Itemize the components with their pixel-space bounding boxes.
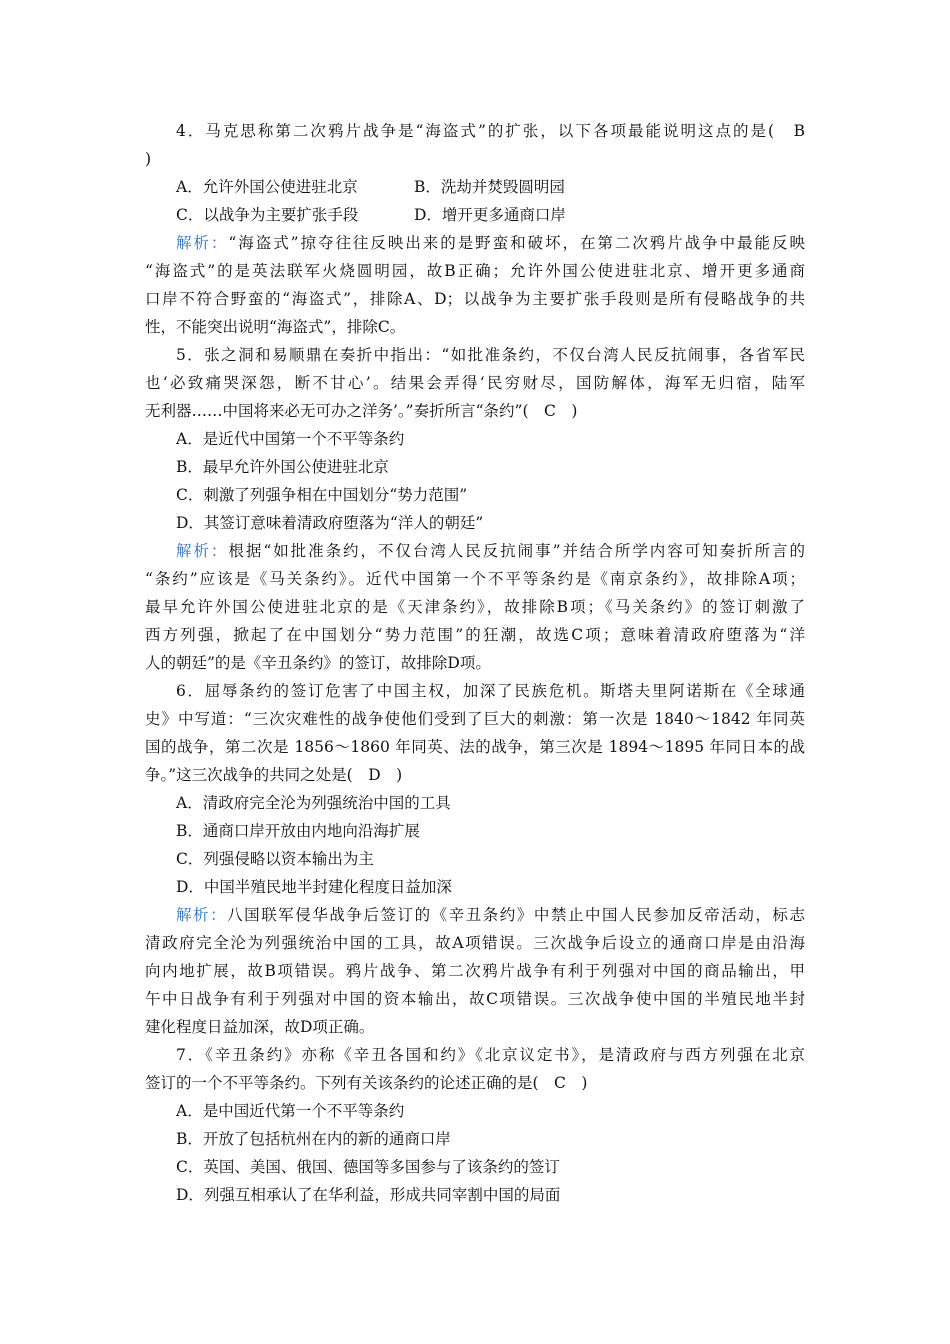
option-a: A．允许外国公使进驻北京 bbox=[176, 178, 358, 196]
analysis-line bbox=[145, 229, 805, 257]
option-b: B．通商口岸开放由内地向沿海扩展 bbox=[176, 822, 420, 840]
option-c: C．刺激了列强争相在中国划分“势力范围” bbox=[176, 486, 468, 504]
question-stem-line: 6．屈辱条约的签订危害了中国主权，加深了民族危机。斯塔夫里阿诺斯在《全球通 bbox=[176, 682, 805, 700]
analysis-line: 人的朝廷”的是《辛丑条约》的签订，故排除D项。 bbox=[145, 654, 491, 672]
option-a: A．是近代中国第一个不平等条约 bbox=[176, 430, 405, 448]
analysis-text: “海盗式”掠夺往往反映出来的是野蛮和破坏，在第二次鸦片战争中最能反映 bbox=[228, 234, 805, 252]
option-d: D．列强互相承认了在华利益，形成共同宰割中国的局面 bbox=[176, 1186, 561, 1204]
analysis-line: 向内地扩展，故B项错误。鸦片战争、第二次鸦片战争有利于列强对中国的商品输出，甲 bbox=[145, 962, 805, 980]
question-stem-line: 5．张之洞和易顺鼎在奏折中指出：“如批准条约，不仅台湾人民反抗闹事，各省军民 bbox=[176, 346, 805, 364]
analysis-line: 午中日战争有利于列强对中国的资本输出，故C项错误。三次战争使中国的半殖民地半封 bbox=[145, 990, 805, 1008]
analysis-line: “海盗式”的是英法联军火烧圆明园，故B正确；允许外国公使进驻北京、增开更多通商 bbox=[145, 262, 805, 280]
question-stem-line: 争。”这三次战争的共同之处是( D ) bbox=[145, 766, 403, 784]
question-stem-line: 无利器……中国将来必无可办之洋务’。”奏折所言“条约”( C ) bbox=[145, 402, 578, 420]
analysis-line: “条约”应该是《马关条约》。近代中国第一个不平等条约是《南京条约》，故排除A项； bbox=[145, 570, 805, 588]
question-stem-line: 7．《辛丑条约》亦称《辛丑各国和约》《北京议定书》，是清政府与西方列强在北京 bbox=[176, 1046, 805, 1064]
analysis-label: 解析： bbox=[176, 906, 228, 924]
question-stem-line: 签订的一个不平等条约。下列有关该条约的论述正确的是( C ) bbox=[145, 1074, 588, 1092]
analysis-line: 西方列强，掀起了在中国划分“势力范围”的狂潮，故选C项；意味着清政府堕落为“洋 bbox=[145, 626, 805, 644]
option-b: B．开放了包括杭州在内的新的通商口岸 bbox=[176, 1130, 451, 1148]
question-5 bbox=[145, 341, 805, 677]
analysis-line: 清政府完全沦为列强统治中国的工具，故A项错误。三次战争后设立的通商口岸是由沿海 bbox=[145, 934, 805, 952]
analysis-line: 性，不能突出说明“海盗式”，排除C。 bbox=[145, 318, 406, 336]
question-stem-line: 4．马克思称第二次鸦片战争是“海盗式”的扩张，以下各项最能说明这点的是( B bbox=[176, 122, 805, 140]
question-stem-line: 史》中写道：“三次灾难性的战争使他们受到了巨大的刺激：第一次是 1840～1842 年同英 bbox=[145, 710, 805, 728]
option-b: B．洗劫并焚毁圆明园 bbox=[414, 178, 565, 196]
question-7 bbox=[145, 1041, 805, 1209]
options-row bbox=[145, 201, 805, 229]
option-c: C．英国、美国、俄国、德国等多国参与了该条约的签订 bbox=[176, 1158, 560, 1176]
question-stem-line: 国的战争，第二次是 1856～1860 年同英、法的战争，第三次是 1894～1895 年同日本的战 bbox=[145, 738, 805, 756]
analysis-line bbox=[145, 901, 805, 929]
option-d: D．其签订意味着清政府堕落为“洋人的朝廷” bbox=[176, 514, 484, 532]
question-stem-line: ) bbox=[145, 150, 152, 168]
option-d: D．增开更多通商口岸 bbox=[414, 206, 566, 224]
question-6 bbox=[145, 677, 805, 1041]
option-c: C．列强侵略以资本输出为主 bbox=[176, 850, 374, 868]
document-page bbox=[145, 117, 805, 1209]
question-stem-line: 也‘必致痛哭深怨，断不甘心’。结果会弄得‘民穷财尽，国防解体，海军无归宿，陆军 bbox=[145, 374, 805, 392]
analysis-label: 解析： bbox=[176, 542, 229, 560]
analysis-text: 八国联军侵华战争后签订的《辛丑条约》中禁止中国人民参加反帝活动，标志 bbox=[227, 906, 805, 924]
option-b: B．最早允许外国公使进驻北京 bbox=[176, 458, 389, 476]
analysis-line: 最早允许外国公使进驻北京的是《天津条约》，故排除B项；《马关条约》的签订刺激了 bbox=[145, 598, 805, 616]
analysis-line bbox=[145, 537, 805, 565]
option-a: A．清政府完全沦为列强统治中国的工具 bbox=[176, 794, 451, 812]
analysis-text: 根据“如批准条约，不仅台湾人民反抗闹事”并结合所学内容可知奏折所言的 bbox=[228, 542, 805, 560]
options-row bbox=[145, 173, 805, 201]
option-a: A．是中国近代第一个不平等条约 bbox=[176, 1102, 405, 1120]
question-4 bbox=[145, 117, 805, 341]
analysis-line: 建化程度日益加深，故D项正确。 bbox=[145, 1018, 375, 1036]
option-d: D．中国半殖民地半封建化程度日益加深 bbox=[176, 878, 452, 896]
analysis-line: 口岸不符合野蛮的“海盗式”，排除A、D；以战争为主要扩张手段则是所有侵略战争的共 bbox=[145, 290, 805, 308]
option-c: C．以战争为主要扩张手段 bbox=[176, 206, 359, 224]
analysis-label: 解析： bbox=[176, 234, 229, 252]
